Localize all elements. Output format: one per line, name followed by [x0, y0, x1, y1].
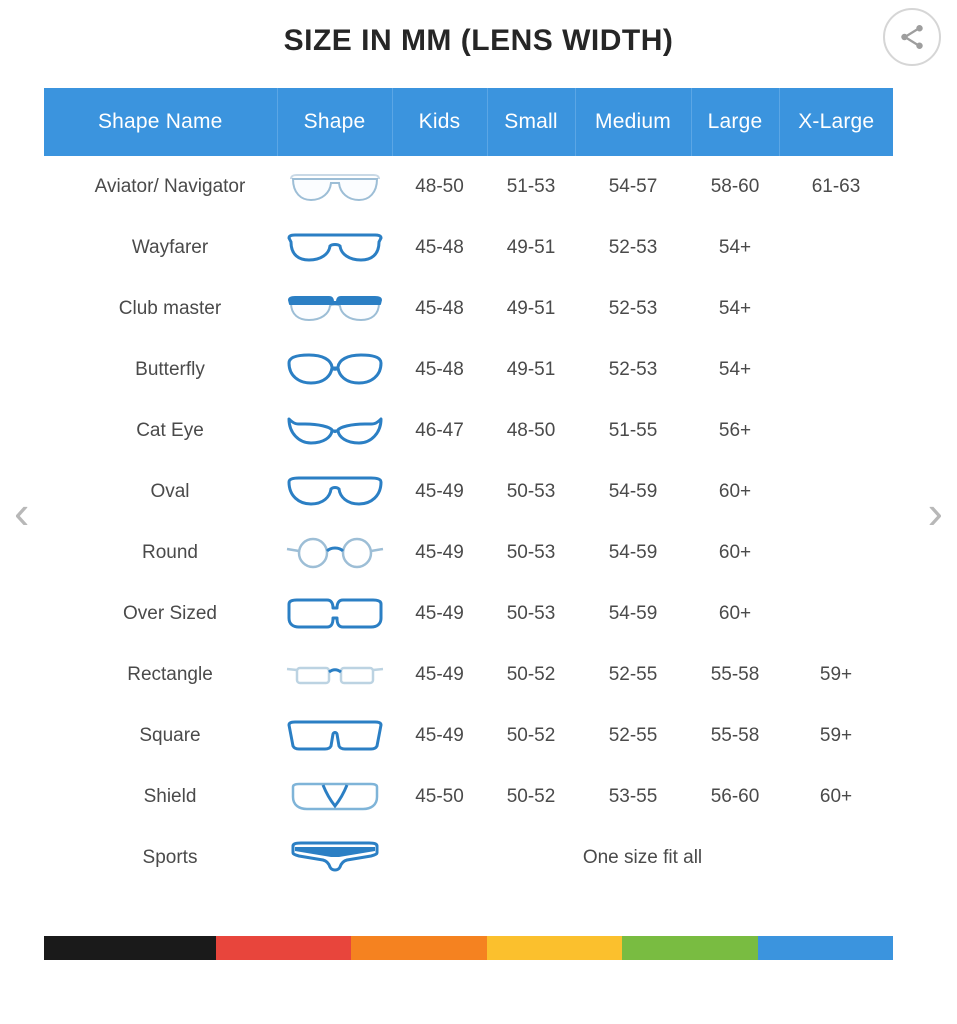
- cell-kids: 45-49: [392, 644, 487, 705]
- cell-medium: 54-59: [575, 583, 691, 644]
- cell-large: 56-60: [691, 766, 779, 827]
- cell-large: 60+: [691, 522, 779, 583]
- cell-kids: 45-48: [392, 217, 487, 278]
- column-header-kids: Kids: [392, 88, 487, 156]
- cell-shape-name: Shield: [44, 766, 277, 827]
- cell-shape-name: Aviator/ Navigator: [44, 156, 277, 217]
- cell-shape-image: [277, 400, 392, 461]
- color-bar: [44, 936, 893, 960]
- cell-small: 50-53: [487, 461, 575, 522]
- cell-large: 55-58: [691, 705, 779, 766]
- table-body: [44, 156, 893, 888]
- cell-small: 50-53: [487, 583, 575, 644]
- cell-xlarge: 60+: [779, 766, 893, 827]
- cell-kids: 45-49: [392, 705, 487, 766]
- cell-medium: 53-55: [575, 766, 691, 827]
- color-bar-segment-3: [351, 936, 487, 960]
- table-row: [44, 827, 893, 888]
- cell-shape-name: Cat Eye: [44, 400, 277, 461]
- cell-shape-name: Square: [44, 705, 277, 766]
- cell-large: 54+: [691, 217, 779, 278]
- cell-kids: 45-49: [392, 583, 487, 644]
- table-row: [44, 644, 893, 705]
- cell-shape-name: Rectangle: [44, 644, 277, 705]
- cell-large: 54+: [691, 278, 779, 339]
- cell-small: 50-53: [487, 522, 575, 583]
- cell-xlarge: 59+: [779, 644, 893, 705]
- color-bar-segment-5: [622, 936, 758, 960]
- color-bar-segment-6: [758, 936, 894, 960]
- cell-medium: 52-53: [575, 339, 691, 400]
- cell-large: 60+: [691, 583, 779, 644]
- carousel-prev-arrow[interactable]: ‹: [14, 486, 30, 538]
- round-glasses-icon: [277, 527, 392, 579]
- cell-shape-image: [277, 644, 392, 705]
- color-bar-segment-1: [44, 936, 216, 960]
- cell-xlarge: [779, 339, 893, 400]
- cell-kids: 45-48: [392, 339, 487, 400]
- cell-small: 49-51: [487, 217, 575, 278]
- bottom-whitespace: [0, 975, 957, 1024]
- cell-medium: 54-59: [575, 522, 691, 583]
- cell-medium: 52-53: [575, 278, 691, 339]
- cell-shape-name: Wayfarer: [44, 217, 277, 278]
- cell-small: 48-50: [487, 400, 575, 461]
- table-row: [44, 766, 893, 827]
- cell-shape-image: [277, 827, 392, 888]
- cell-large: 54+: [691, 339, 779, 400]
- cell-kids: 45-48: [392, 278, 487, 339]
- cell-one-size-note: One size fit all: [392, 827, 893, 888]
- size-table: [44, 88, 893, 888]
- cell-small: 49-51: [487, 278, 575, 339]
- column-header-medium: Medium: [575, 88, 691, 156]
- wayfarer-glasses-icon: [277, 222, 392, 274]
- cell-kids: 48-50: [392, 156, 487, 217]
- cell-medium: 52-53: [575, 217, 691, 278]
- cell-xlarge: [779, 400, 893, 461]
- cell-shape-image: [277, 217, 392, 278]
- column-header-large: Large: [691, 88, 779, 156]
- cell-shape-image: [277, 766, 392, 827]
- cell-shape-name: Oval: [44, 461, 277, 522]
- cell-medium: 54-57: [575, 156, 691, 217]
- size-chart-card: [44, 88, 893, 888]
- cell-kids: 45-49: [392, 522, 487, 583]
- cell-shape-image: [277, 278, 392, 339]
- sports-glasses-icon: [277, 832, 392, 884]
- table-row: [44, 461, 893, 522]
- cell-xlarge: [779, 583, 893, 644]
- cell-shape-image: [277, 705, 392, 766]
- table-row: [44, 400, 893, 461]
- table-header: [44, 88, 893, 156]
- butterfly-glasses-icon: [277, 344, 392, 396]
- cell-large: 58-60: [691, 156, 779, 217]
- cell-shape-image: [277, 156, 392, 217]
- cell-medium: 52-55: [575, 644, 691, 705]
- cell-xlarge: [779, 522, 893, 583]
- shield-glasses-icon: [277, 771, 392, 823]
- cell-shape-name: Round: [44, 522, 277, 583]
- oval-glasses-icon: [277, 466, 392, 518]
- page-title: SIZE IN MM (LENS WIDTH): [283, 24, 674, 57]
- cell-kids: 46-47: [392, 400, 487, 461]
- cell-shape-name: Sports: [44, 827, 277, 888]
- cell-shape-image: [277, 583, 392, 644]
- cell-shape-image: [277, 339, 392, 400]
- cell-xlarge: 61-63: [779, 156, 893, 217]
- column-header-shape-name: Shape Name: [44, 88, 277, 156]
- table-row: [44, 583, 893, 644]
- column-header-shape: Shape: [277, 88, 392, 156]
- column-header-xlarge: X-Large: [779, 88, 893, 156]
- cell-small: 50-52: [487, 644, 575, 705]
- cell-xlarge: [779, 461, 893, 522]
- table-row: [44, 278, 893, 339]
- table-row: [44, 339, 893, 400]
- square-glasses-icon: [277, 710, 392, 762]
- cell-shape-name: Butterfly: [44, 339, 277, 400]
- cell-medium: 54-59: [575, 461, 691, 522]
- cateye-glasses-icon: [277, 405, 392, 457]
- cell-medium: 51-55: [575, 400, 691, 461]
- aviator-glasses-icon: [277, 161, 392, 213]
- clubmaster-glasses-icon: [277, 283, 392, 335]
- table-row: [44, 156, 893, 217]
- cell-kids: 45-49: [392, 461, 487, 522]
- cell-xlarge: 59+: [779, 705, 893, 766]
- cell-shape-image: [277, 522, 392, 583]
- cell-shape-name: Over Sized: [44, 583, 277, 644]
- cell-small: 49-51: [487, 339, 575, 400]
- table-row: [44, 705, 893, 766]
- table-row: [44, 522, 893, 583]
- carousel-next-arrow[interactable]: ›: [927, 486, 943, 538]
- cell-large: 60+: [691, 461, 779, 522]
- table-header-row: [44, 88, 893, 156]
- cell-medium: 52-55: [575, 705, 691, 766]
- column-header-small: Small: [487, 88, 575, 156]
- color-bar-segment-4: [487, 936, 623, 960]
- oversized-glasses-icon: [277, 588, 392, 640]
- rectangle-glasses-icon: [277, 649, 392, 701]
- cell-large: 56+: [691, 400, 779, 461]
- cell-shape-image: [277, 461, 392, 522]
- cell-large: 55-58: [691, 644, 779, 705]
- cell-shape-name: Club master: [44, 278, 277, 339]
- cell-small: 51-53: [487, 156, 575, 217]
- color-bar-segment-2: [216, 936, 352, 960]
- cell-xlarge: [779, 278, 893, 339]
- cell-xlarge: [779, 217, 893, 278]
- cell-small: 50-52: [487, 766, 575, 827]
- cell-small: 50-52: [487, 705, 575, 766]
- cell-kids: 45-50: [392, 766, 487, 827]
- table-row: [44, 217, 893, 278]
